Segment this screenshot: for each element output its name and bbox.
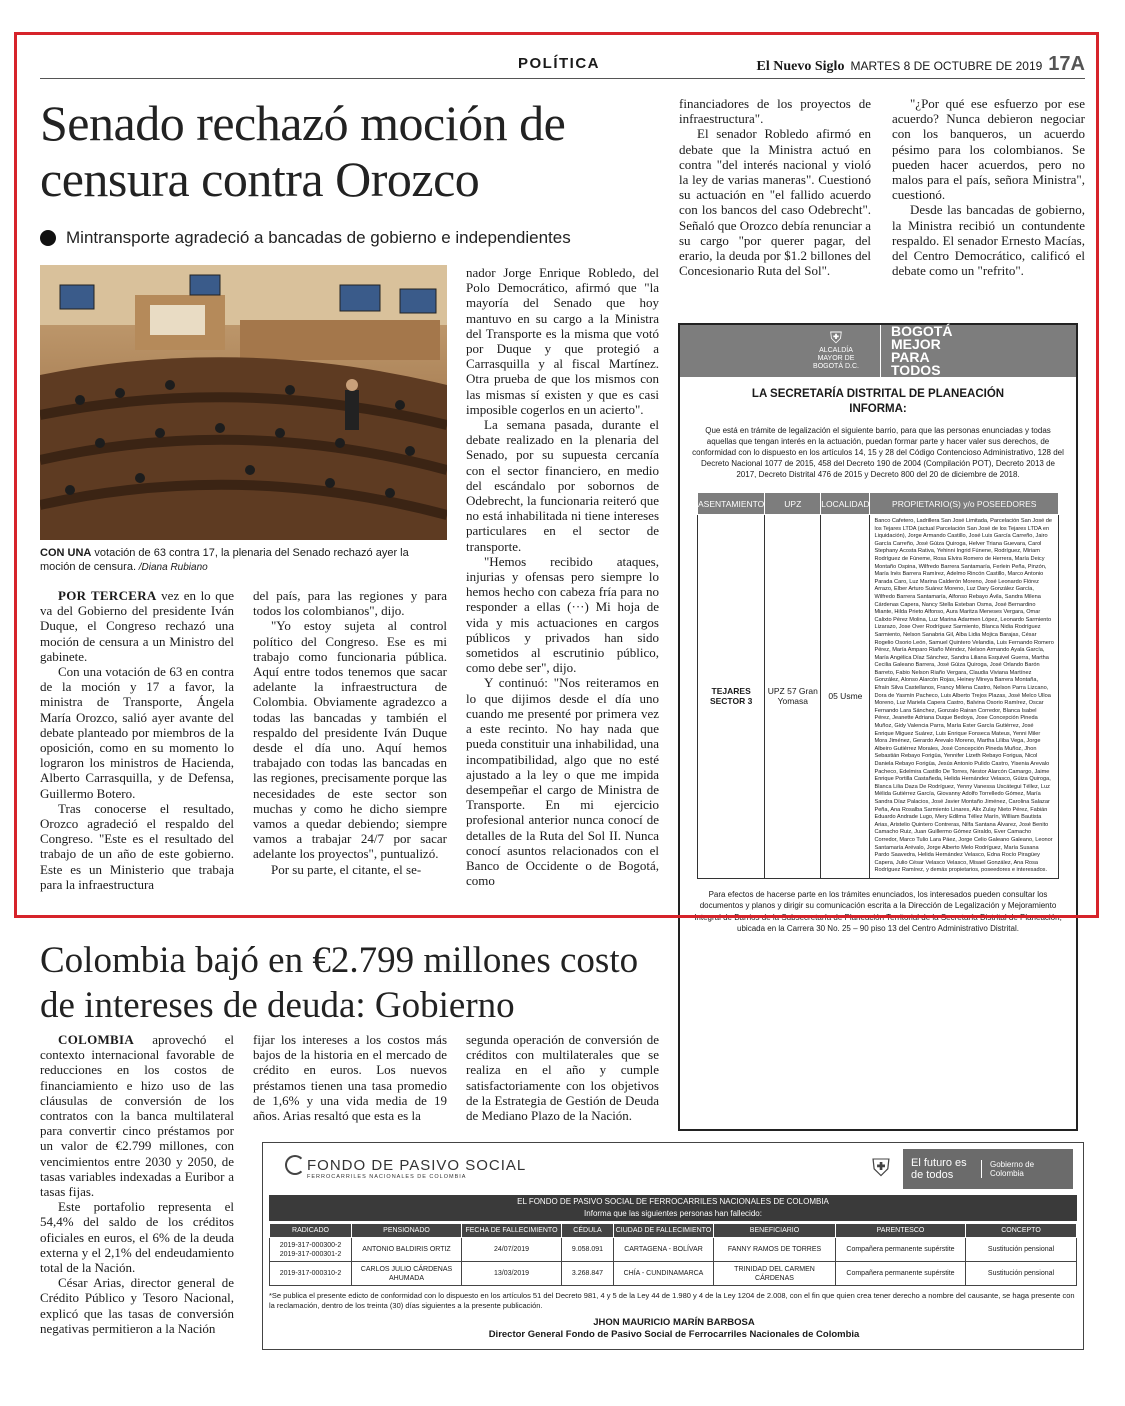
article1-column-5 [892, 96, 1085, 278]
paragraph: nador Jorge Enrique Robledo, del Polo Democrático, afirmó que "la mayoría del Senado que hoy mantuvo en su cargo a la Ministra del Transporte es la misma que votó por Duque y que protegió a Carrasquilla y al fiscal Martínez. Otra prueba de que los mismos con las mismas sí existen y que es casi imposible cogerlos en un acierto". [466, 265, 659, 417]
table-row [698, 515, 1059, 879]
fondo-logo: FONDO DE PASIVO SOCIAL FERROCARRILES NACIONALES DE COLOMBIA [307, 1157, 526, 1180]
alcaldia-logo: ⛨ ALCALDÍA MAYOR DE BOGOTÁ D.C. [806, 331, 866, 371]
article1-column-1 [40, 588, 234, 892]
concepto-cell: Sustitución pensional [966, 1262, 1077, 1286]
article1-subhead [40, 228, 660, 248]
fondo-logo-icon [285, 1155, 305, 1175]
fondo-note: *Se publica el presente edicto de conformidad con lo dispuesto en los artículos 51 del Decreto 981, 4 y 5 de la Ley 44 de 1.980 y 4 de la Ley 1204 de 2.008, con el fin que quien crea tener derecho a nombre del causante, se haga presente con la reclamación, dentro de los treinta (30) días siguientes a la presente publicación. [269, 1291, 1075, 1310]
newspaper-name: El Nuevo Siglo [756, 59, 845, 74]
table-row [270, 1238, 1077, 1262]
paragraph: Con una votación de 63 en contra de la moción y 17 a favor, la ministra de Transporte, Ángela María Orozco, salió ayer avante del debate planteado por miembros de la oposición, como en su momento lo lograron los ministros de Hacienda, Alberto Carrasquilla, y de Defensa, Guillermo Botero. [40, 664, 234, 801]
paragraph: Este portafolio representa el 54,4% del saldo de los créditos oficiales en euros, el 6% de la deuda externa y el 2,1% del endeudamiento total de la Nación. [40, 1199, 234, 1276]
article2-column-1 [40, 1032, 234, 1336]
photo-credit: /Diana Rubiano [136, 562, 208, 573]
fecha-cell: 24/07/2019 [462, 1238, 562, 1262]
paragraph: del país, para las regiones y para todos los colombianos", dijo. [253, 588, 447, 619]
beneficiario-cell: TRINIDAD DEL CARMEN CÁRDENAS [714, 1262, 836, 1286]
sdp-footer: Para efectos de hacerse parte en los trámites enunciados, los interesados pueden consultar los documentos y planos y dirigir su comunicación escrita a la Dirección de Legalización y Mejoramiento Integral de Barrios de la Subsecretaría de Planeación Territorial de la Secretaría Distrital de Planeación, ubicada en la Carrera 30 No. 25 – 90 piso 13 del Centro Administrativo Distrital. [694, 889, 1062, 934]
asentamiento-cell: TEJARES SECTOR 3 [698, 515, 765, 879]
radicado-cell: 2019-317-000300-2 2019-317-000301-2 [270, 1238, 352, 1262]
cedula-cell: 9.058.091 [562, 1238, 614, 1262]
issue-date: MARTES 8 DE OCTUBRE DE 2019 [850, 59, 1043, 73]
photo-caption [40, 546, 447, 575]
bogota-logo: BOGOTÁ MEJOR PARA TODOS [880, 325, 950, 377]
article1-column-3 [466, 265, 659, 888]
paragraph: segunda operación de conversión de créditos con multilaterales que se realiza en el año y cumple satisfactoriamente con los objetivos de la Estrategia de Gestión de Deuda de Mediano Plazo de la Nación. [466, 1032, 659, 1124]
parentesco-cell: Compañera permanente supérstite [836, 1238, 966, 1262]
paragraph: COLOMBIA aprovechó el contexto internacional favorable de reducciones en los costos de financiamiento e hizo uso de las cláusulas de conversión de los contratos con la banca multilateral para convertir cinco préstamos por un valor de €2.799 millones, con vencimientos entre 2030 y 2050, de tasas variables indexadas a Euribor a tasas fijas. [40, 1032, 234, 1200]
table-header: LOCALIDAD [821, 493, 870, 515]
paragraph: La semana pasada, durante el debate realizado en la plenaria del Senado, por su supuesta cercanía con el sector financiero, en medio del escándalo por sobornos de Odebrecht, la funcionaria reiteró que no está inhabilitada ni tiene intereses particulares en el sector de transporte. [466, 417, 659, 554]
paragraph: "¿Por qué ese esfuerzo por ese acuerdo? Nunca debieron negociar con los banqueros, un acuerdo pésimo para los colombianos. Se pueden hacer acuerdos, pero no malos para el país, señora Ministra", cuestionó. [892, 96, 1085, 203]
table-header: CÉDULA [562, 1224, 614, 1238]
pensionado-cell: CARLOS JULIO CÁRDENAS AHUMADA [352, 1262, 462, 1286]
fondo-table [269, 1223, 1077, 1286]
senate-photo [40, 265, 447, 540]
fondo-title-bar: EL FONDO DE PASIVO SOCIAL DE FERROCARRILES NACIONALES DE COLOMBIA Informa que las siguientes personas han fallecido: [269, 1195, 1077, 1221]
article1-column-2 [253, 588, 447, 877]
owners-cell: Banco Cafetero, Ladrillera San José Limitada, Parcelación San José de los Tejares LTDA (actual Parcelación San José de los Tejares LTDA en Liquidación), Jorge Armando Castillo, José Luis García Carreño, Jairo García Carreño, José Gúiza Quiroga, Helver Triana Guevara, Carol Stephany Acosta Rativa, Yehinni Ingrid Fúnene, Rodríguez, Miriam Rodríguez de Fúneme, Rosa Elvira Romero de Herrera, María Deicy Montaño Ospina, Wilfredo Barrera Santamaría, Ferlein Peña, Pinzón, María Inés Barrera Ramírez, Adelmo Rincón Castillo, Marco Antonio Parada Caro, Luz Marina Calderón Moreno, José Leonardo Flórez Arrazo, Elber Arturo Suárez Moreno, Luz Dary González García, Wilfredo Barrera Santamaría, Alfonso Rebayo Ávila, Sandra Milena Cárdenas Capera, Nancy Stella Esteban Osma, José Bernardino Miante, Hilda Prieto Alfonso, Aura Maritza Meneses Vergara, Omar Calixto Pérez Molina, Luz Marina Adarmen López, Leonardo Sarmiento Lizarazo, Jose Over Rodríguez Sarmiento, Blanca Nidia Rodríguez Sarmiento, Nelson Sanabria Gil, Alba Lidia Mojica Barajas, César Rogelio Osorio León, Samuel Quintero Velandia, Luis Fernando Romero Pérez, María Amparo Riaño Méndez, Nelson Armando Ayala García, María Angélica Díaz Sánchez, Sandra Liliana Esquivel Guerra, Martha Cecilia Galeano Barrera, José Gúiza Quiroga, José Orlando Barón Barreto, Fabio Nelson Riaño Vergara, Claudia Viviana Martínez González, Alonso Alarcón Rojas, Heiney Mireya Barrera Montaña, Efraín Silva Castellanos, Francy Milena Castro, Nelson Parra Lizcano, Dora de Yasmín Pacheco, Luis Alberto Trejos Plazas, José Melco Ulloa Moreno, Luz Mariela Capera Castro, Balvina Osorio Ramírez, Oscar Fernando Lara Sánchez, Gonzalo Rairan Corredor, Blanca Isabel Pérez, Jeanette Adriana Duque Bedoya, Jose Concepción Pineda Muñoz, Gidy Valencia Parra, María Ester García Gutiérrez, José Enrique Miguez Suárez, Luis Enrique Fonseca Mateus, Yenni Miler Mora Jiménez, Gerardo Arevalo Moreno, Martha Liliba Vega, Jorge Albeiro Gutiérrez Morales, José Concepción Pineda Muñoz, Jhon Sebastián Rebayo Forigüa, Yennifer Lizeth Rebayo Forigua, Nicol Daniela Rebayo Forigüa, Jesús Antonio Pulido Castro, Yisenia Arevalo Pacheco, Edelmira Castillo De Torres, Nestor Alarcón Camargo, Jaime Enrique Portilla Castañeda, Helida Hernández Velasco, Gúiza Quiroga, Blanca Lilia Daza De Rodríguez, Yenny Vanessa Uscátegui Téllez, Luz Mélida Gutiérrez García, Giovanny Adolfo Torrelledo Gómez, María Sandra Díaz Palacios, José Javier Montaño Jiménez, Carolina Salazar Peña, Ana Rosalba Sarmiento Linares, Alix Zulay Nieto Pérez, Fabián Eduardo Andrade Lugo, Mery Edilma Téllez Marín, William Bautista Arias, Aristelio Quintero Contreras, Nilfa Santana Álvarez, José Benito Camacho Ruiz, Juan Guillermo Gómez Giraldo, Ever Camacho Corredor, Marco Tulio Lara Páez, Jorge Celio Galeano Galeano, Leonor Santamaría Arévalo, Jorge Alberto Melo Rodríguez, María Susana Pardo Saavedra, Helida Hernández Velasco, Edna Rocío Piragüey Capera, Julio César Velasco Velasco, Misael González, Ana Rosa Rodríguez Ramírez, y demás propietarios, poseedores e interesados. [870, 515, 1059, 879]
pensionado-cell: ANTONIO BALDIRIS ORTIZ [352, 1238, 462, 1262]
paragraph: El senador Robledo afirmó en debate que la Ministra actuó en contra "del interés nacional y violó la ley de varias maneras". Cuestionó su actuación en "el fallido acuerdo con los bancos del caso Odebrecht". Señaló que Orozco debía renunciar a su cargo "por querer pagar, del erario, la deuda por $1.2 billones del Concesionario Ruta del Sol". [679, 126, 871, 279]
paragraph: POR TERCERA vez en lo que va del Gobierno del presidente Iván Duque, el Congreso rechazó una moción de censura a un Ministro del gabinete. [40, 588, 234, 664]
article2-column-2 [253, 1032, 447, 1123]
table-header: PROPIETARIO(S) y/o POSEEDORES [870, 493, 1059, 515]
masthead [757, 53, 1085, 76]
paragraph: César Arias, director general de Crédito Público y Tesoro Nacional, explicó que las tasas de conversión negativas permitieron a la Nación [40, 1275, 234, 1336]
article1-subhead-text: Mintransporte agradeció a bancadas de gobierno e independientes [66, 228, 571, 247]
table-header: BENEFICIARIO [714, 1224, 836, 1238]
paragraph: "Yo estoy sujeta al control político del Congreso. Ese es mi trabajo como funcionaria pública. Aquí entre todos tenemos que sacar adelante la infraestructura de Colombia. Obviamente agradezco a todas las bancadas y también el respaldo del presidente Iván Duque desde el día uno. Aquí hemos trabajado con todas las bancadas en las regiones, precisamente porque las necesidades de este sector son muchas y como he dicho siempre vamos a quedar debiendo; siempre vamos a trabajar 24/7 por sacar adelante los proyectos", puntualizó. [253, 618, 447, 862]
page-number: 17A [1048, 53, 1085, 75]
table-header: CIUDAD DE FALLECIMIENTO [614, 1224, 714, 1238]
paragraph: fijar los intereses a los costos más bajos de la historia en el mercado de crédito en euros. Los nuevos préstamos tienen una tasa promedio de 1,6% y una vida media de 19 años. Arias resaltó que esta es la [253, 1032, 447, 1124]
parentesco-cell: Compañera permanente supérstite [836, 1262, 966, 1286]
table-header: RADICADO [270, 1224, 352, 1238]
caption-text: votación de 63 contra 17, la plenaria del Senado rechazó ayer la moción de censura. [40, 547, 409, 573]
page-header [40, 55, 1085, 79]
table-header: PARENTESCO [836, 1224, 966, 1238]
caption-lead: CON UNA [40, 547, 92, 559]
section-label: POLÍTICA [518, 55, 600, 72]
beneficiario-cell: FANNY RAMOS DE TORRES [714, 1238, 836, 1262]
table-header: ASENTAMIENTO [698, 493, 765, 515]
sdp-title: LA SECRETARÍA DISTRITAL DE PLANEACIÓN INFORMA: [751, 388, 1005, 415]
paragraph: Y continuó: "Nos reiteramos en lo que dijimos desde el día uno cuando me presenté por primera vez a este recinto. No hay nada que pueda constituir una inhabilidad, una incompatibilidad, algo que no esté ajustado a la ley o que me impida desempeñar el cargo de Ministra de Transporte. En mi ejercicio profesional anterior nunca conocí de detalles de la Ruta del Sol II. Nunca conocí asuntos relacionados con el Banco de Occidente o de Bogotá, como [466, 675, 659, 889]
radicado-cell: 2019-317-000310-2 [270, 1262, 352, 1286]
ciudad-cell: CHÍA - CUNDINAMARCA [614, 1262, 714, 1286]
sdp-logo-bar [680, 325, 1076, 377]
upz-cell: UPZ 57 Gran Yomasa [765, 515, 821, 879]
fecha-cell: 13/03/2019 [462, 1262, 562, 1286]
bullet-icon [40, 230, 56, 246]
concepto-cell: Sustitución pensional [966, 1238, 1077, 1262]
sdp-legal-notice [678, 323, 1078, 1131]
table-header: PENSIONADO [352, 1224, 462, 1238]
article2-column-3 [466, 1032, 659, 1123]
table-header: UPZ [765, 493, 821, 515]
article2-headline: Colombia bajó en €2.799 millones costo de intereses de deuda: Gobierno [40, 940, 639, 1026]
article1-column-4 [679, 96, 871, 278]
table-row [270, 1262, 1077, 1286]
paragraph: "Hemos recibido ataques, injurias y ofensas pero siempre lo hemos hecho con cabeza fría para no responder a ellas (···) Mi hoja de vida y mis actuaciones en cargos públicos y privados han sido sometidos al escrutinio público, como debe ser", dijo. [466, 553, 659, 676]
cedula-cell: 3.268.847 [562, 1262, 614, 1286]
sdp-intro: Que está en trámite de legalización el siguiente barrio, para que las personas enunciadas y todas aquellas que tengan interés en la actuación, puedan formar parte y hacer valer sus derechos, de conformidad con lo dispuesto en los artículos 14, 15 y 28 del Código Contencioso Administrativo, 128 del Decreto Nacional 1077 de 2015, 458 del Decreto 190 de 2004 (Compilación POT), Decreto 2013 de 2017, Decreto Distrital 476 de 2015 y Decreto 800 del 20 de diciembre de 2018. [692, 426, 1064, 479]
colombia-shield-icon: ⛨ [872, 1155, 890, 1182]
paragraph: Por su parte, el citante, el se- [271, 861, 422, 877]
article1-headline: Senado rechazó moción de censura contra Orozco [40, 95, 566, 207]
paragraph: financiadores de los proyectos de infraestructura". [679, 96, 871, 127]
table-header: FECHA DE FALLECIMIENTO [462, 1224, 562, 1238]
senate-chamber-illustration [40, 265, 447, 540]
sdp-table [697, 492, 1059, 879]
fondo-signature: JHON MAURICIO MARÍN BARBOSA Director General Fondo de Pasivo Social de Ferrocarriles Nacionales de Colombia [488, 1317, 860, 1340]
localidad-cell: 05 Usme [821, 515, 870, 879]
coat-of-arms-icon: ⛨ [829, 330, 842, 347]
paragraph: Desde las bancadas de gobierno, la Ministra recibió un contundente respaldo. El senador Ernesto Macías, del Centro Democrático, calificó el debate como un "refrito". [892, 202, 1085, 279]
ciudad-cell: CARTAGENA - BOLÍVAR [614, 1238, 714, 1262]
gobierno-logo: El futuro es de todos Gobierno de Colombia [903, 1149, 1073, 1189]
fondo-legal-notice [262, 1142, 1084, 1350]
paragraph: Tras conocerse el resultado, Orozco agradeció el respaldo del Congreso. "Este es el resultado del trabajo de un año de este gobierno. Este es un Ministerio que trabaja para la infraestructura [40, 800, 234, 892]
table-header: CONCEPTO [966, 1224, 1077, 1238]
